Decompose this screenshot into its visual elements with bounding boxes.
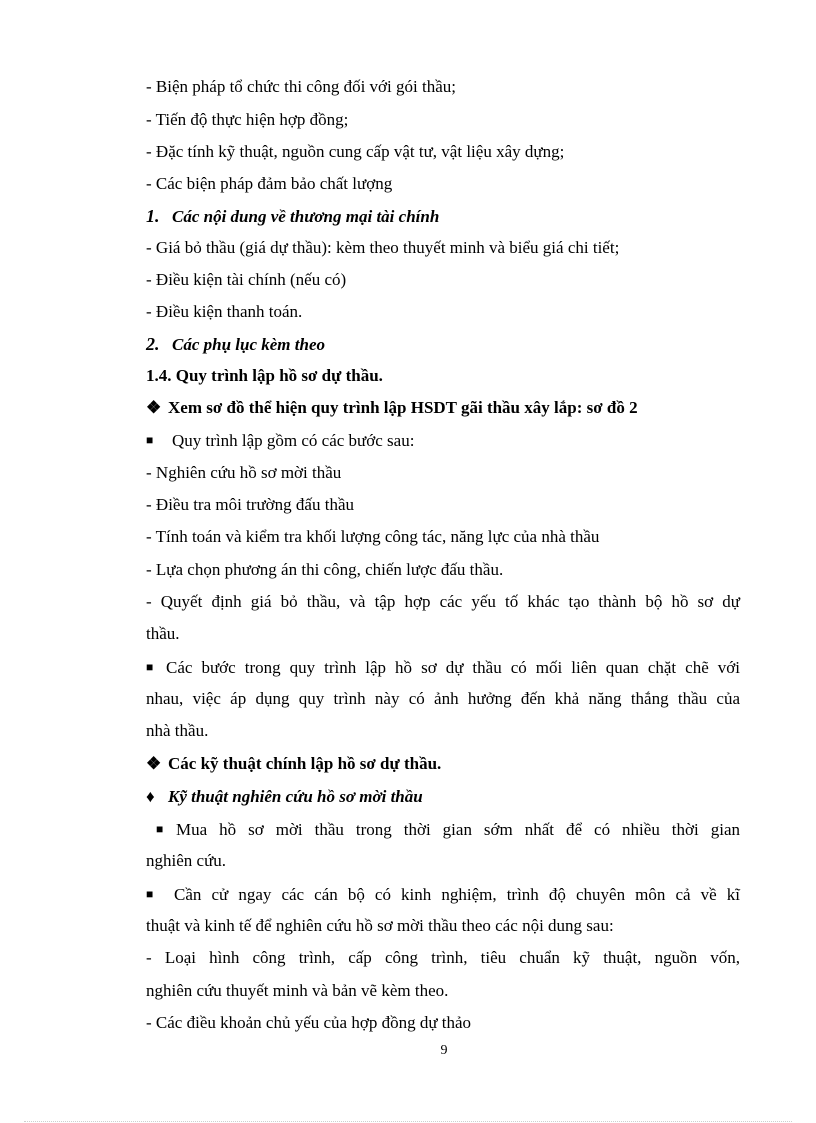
page-number: 9 bbox=[440, 1043, 448, 1058]
bullet-item bbox=[146, 430, 740, 451]
square-bullet-icon: ■ bbox=[146, 660, 154, 674]
square-bullet-icon: ■ bbox=[146, 433, 154, 447]
text-line: - Các điều khoản chủ yếu của hợp đồng dự thảo bbox=[146, 1013, 472, 1032]
bullet-text: Cần cử ngay các cán bộ có kinh nghiệm, trình độ chuyên môn cả về kĩ bbox=[174, 885, 740, 904]
diamond-bullet-icon: ❖ bbox=[146, 398, 162, 417]
step-line: - Lựa chọn phương án thi công, chiến lược đấu thầu. bbox=[146, 560, 504, 579]
techniques-heading bbox=[146, 754, 740, 774]
diamond-bullet-icon: ❖ bbox=[146, 754, 162, 773]
section-heading: 1.4. Quy trình lập hồ sơ dự thầu. bbox=[146, 366, 383, 385]
research-heading bbox=[146, 787, 740, 807]
bullet-text-cont: nhà thầu. bbox=[146, 721, 209, 740]
square-bullet-icon: ■ bbox=[146, 887, 154, 901]
bullet-item bbox=[146, 819, 740, 840]
bullet-text-cont: nghiên cứu. bbox=[146, 851, 227, 870]
diamond-small-icon: ♦ bbox=[146, 787, 155, 806]
step-line-cont: thầu. bbox=[146, 624, 180, 643]
text-line: - Giá bỏ thầu (giá dự thầu): kèm theo thuyết minh và biểu giá chi tiết; bbox=[146, 238, 620, 257]
text-line: - Điều kiện thanh toán. bbox=[146, 302, 303, 321]
bullet-item bbox=[146, 657, 740, 678]
step-line: - Tính toán và kiểm tra khối lượng công tác, năng lực của nhà thầu bbox=[146, 527, 600, 546]
text-line: - Tiến độ thực hiện hợp đồng; bbox=[146, 110, 349, 129]
text-line: - Biện pháp tổ chức thi công đối với gói thầu; bbox=[146, 77, 456, 96]
square-bullet-icon: ■ bbox=[156, 822, 164, 836]
bullet-text-cont: nhau, việc áp dụng quy trình này có ảnh hưởng đến khả năng thắng thầu của bbox=[146, 689, 740, 708]
subheading-text: Các nội dung về thương mại tài chính bbox=[172, 207, 440, 226]
diamond-note-text: Xem sơ đồ thể hiện quy trình lập HSDT gãi thầu xây lắp: sơ đồ 2 bbox=[168, 398, 638, 417]
subheading-text: Các phụ lục kèm theo bbox=[172, 335, 326, 354]
step-line: - Quyết định giá bỏ thầu, và tập hợp các yếu tố khác tạo thành bộ hồ sơ dự bbox=[146, 592, 740, 611]
text-line: - Các biện pháp đảm bảo chất lượng bbox=[146, 174, 393, 193]
text-line: - Điều kiện tài chính (nếu có) bbox=[146, 270, 347, 289]
bullet-text-cont: thuật và kinh tế để nghiên cứu hồ sơ mời thầu theo các nội dung sau: bbox=[146, 916, 614, 935]
bullet-text: Quy trình lập gồm có các bước sau: bbox=[172, 431, 415, 450]
subheading-number: 1. bbox=[146, 206, 160, 226]
subheading-number: 2. bbox=[146, 334, 160, 354]
bullet-text: Mua hồ sơ mời thầu trong thời gian sớm nhất để có nhiều thời gian bbox=[176, 820, 740, 839]
text-line-cont: nghiên cứu thuyết minh và bản vẽ kèm theo. bbox=[146, 981, 449, 1000]
bullet-text: Các bước trong quy trình lập hồ sơ dự thầu có mối liên quan chặt chẽ với bbox=[166, 658, 740, 677]
research-heading-text: Kỹ thuật nghiên cứu hồ sơ mời thầu bbox=[168, 787, 423, 806]
text-line: - Loại hình công trình, cấp công trình, tiêu chuẩn kỹ thuật, nguồn vốn, bbox=[146, 948, 740, 967]
subheading-appendix bbox=[146, 334, 740, 355]
diamond-note bbox=[146, 398, 740, 418]
bullet-item bbox=[146, 884, 740, 905]
step-line: - Điều tra môi trường đấu thầu bbox=[146, 495, 354, 514]
subheading-commercial bbox=[146, 206, 740, 227]
text-line: - Đặc tính kỹ thuật, nguồn cung cấp vật tư, vật liệu xây dựng; bbox=[146, 142, 565, 161]
step-line: - Nghiên cứu hồ sơ mời thầu bbox=[146, 463, 342, 482]
techniques-heading-text: Các kỹ thuật chính lập hồ sơ dự thầu. bbox=[168, 754, 442, 773]
page-bottom-rule bbox=[24, 1121, 792, 1122]
